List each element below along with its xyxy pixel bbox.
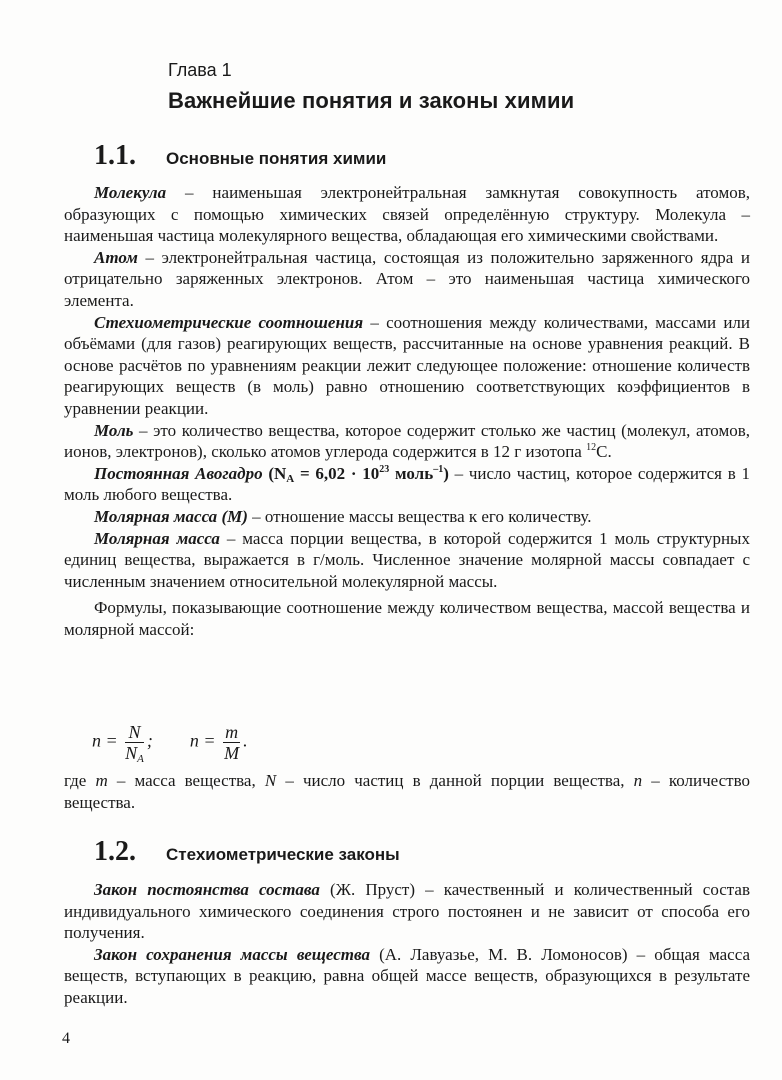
avogadro-close: ): [443, 463, 449, 483]
section-title: Стехиометрические законы: [166, 845, 400, 864]
avogadro-value: = 6,02 · 10: [294, 463, 380, 483]
section-heading-1-1: [94, 140, 386, 174]
term-molecule: Молекула: [94, 183, 167, 202]
text: – масса вещества,: [107, 771, 265, 790]
chapter-title: Важнейшие понятия и законы химии: [168, 88, 575, 113]
formula-line: [92, 722, 248, 766]
term-atom: Атом: [94, 247, 138, 267]
paragraph-molar-mass-1: [64, 506, 750, 528]
section-heading-1-2: [94, 836, 400, 870]
symbol-n: n: [633, 771, 643, 790]
fraction-m-over-m: [223, 722, 240, 763]
section-1-2-body: [64, 879, 750, 1009]
term-avogadro: Постоянная Авогадро: [94, 463, 263, 483]
paragraph-molecule: [64, 182, 750, 247]
term-molar-mass: Молярная масса: [94, 528, 220, 548]
unit-exponent: –1: [433, 463, 444, 475]
text: где: [64, 771, 96, 790]
definition-text: (А. Лавуазье, М. В. Ломоносов) – общая масса веществ, вступающих в реакцию, равна общей массе веществ, образующихся в результате реакции.: [64, 944, 750, 1007]
denominator: M: [224, 743, 240, 763]
definition-text: – наименьшая электронейтральная замкнутая совокупность атомов, образующих с помощью химических связей определённую структуру. Молекула – наименьшая частица молекулярного вещества, обладающая его химическими свойствами.: [64, 183, 750, 246]
formula-lhs: n =: [92, 730, 118, 751]
symbol-n-upper: N: [264, 771, 277, 790]
numerator: m: [225, 722, 239, 742]
formula-separator: ;: [146, 730, 153, 751]
definition-text: – соотношения между количествами, массами или объёмами (для газов) реагирующих веществ, рассчитанные на основе уравнения реакций. В основе расчётов по уравнениям реакции лежит следующее положение: отношение количеств реагирующих веществ (в моль) равно отношению соответствующих коэффициентов в уравнении реакции.: [64, 312, 750, 418]
paragraph-constant-composition: [64, 879, 750, 944]
section-1-1-body: [64, 182, 750, 640]
paragraph-avogadro: [64, 463, 750, 506]
symbol-m: m: [95, 771, 108, 790]
formula-explanation: [64, 770, 750, 813]
avogadro-subscript: A: [286, 472, 295, 485]
section-number: 1.2.: [94, 836, 136, 867]
denominator-symbol: N: [125, 743, 138, 763]
denominator-subscript: A: [137, 753, 144, 765]
term-stoichiometry: Стехиометрические соотношения: [94, 312, 364, 332]
paragraph-mole: [64, 420, 750, 463]
definition-text: – отношение массы вещества к его количеству.: [247, 506, 592, 526]
definition-text: – электронейтральная частица, состоящая из положительно заряженного ядра и отрицательно заряженных электронов. Атом – это наименьшая частица химического элемента.: [64, 247, 750, 310]
avogadro-symbol: (N: [262, 463, 287, 483]
paragraph-molar-mass-2: [64, 528, 750, 593]
section-number: 1.1.: [94, 140, 136, 171]
denominator: [125, 743, 144, 763]
definition-text: – это количество вещества, которое содержит столько же частиц (молекул, атомов, ионов, электронов), сколько атомов углерода содержится в 12 г изотопа: [64, 420, 750, 462]
avogadro-unit: моль: [389, 463, 434, 483]
paragraph-stoichiometry: [64, 312, 750, 420]
paragraph-atom: [64, 247, 750, 312]
fraction-n-over-na: [125, 722, 144, 763]
term-molar-mass: Молярная масса: [94, 506, 218, 526]
molar-mass-symbol: (M): [217, 506, 248, 526]
formula-end: .: [243, 730, 248, 751]
avogadro-exponent: 23: [379, 463, 390, 475]
definition-text: – число частиц, которое содержится в 1 моль любого вещества.: [64, 463, 750, 505]
text: – число частиц в данной порции вещества,: [276, 771, 634, 790]
definition-text: С.: [596, 442, 612, 462]
term-mole: Моль: [94, 420, 134, 440]
isotope-mass-number: 12: [586, 442, 597, 454]
page-number: 4: [62, 1030, 70, 1047]
numerator: N: [125, 722, 144, 743]
definition-text: (Ж. Пруст) – качественный и количественный состав индивидуального химического соединения строго постоянен и не зависит от способа его получения.: [64, 880, 750, 943]
term-constant-composition: Закон постоянства состава: [94, 880, 320, 899]
formula-lhs: n =: [189, 730, 216, 751]
paragraph-formulas-intro: Формулы, показывающие соотношение между количеством вещества, массой вещества и молярной массой:: [64, 598, 750, 639]
term-mass-conservation: Закон сохранения массы вещества: [94, 944, 370, 964]
paragraph-where: [64, 770, 750, 813]
text: – количество вещества.: [64, 771, 751, 812]
section-title: Основные понятия химии: [166, 149, 387, 168]
paragraph-mass-conservation: [64, 944, 750, 1009]
definition-text: – масса порции вещества, в которой содержится 1 моль структурных единиц вещества, выражается в г/моль. Численное значение молярной массы совпадает с численным значением относительной молекулярной массы.: [64, 528, 750, 591]
chapter-label: Глава 1: [168, 60, 232, 80]
